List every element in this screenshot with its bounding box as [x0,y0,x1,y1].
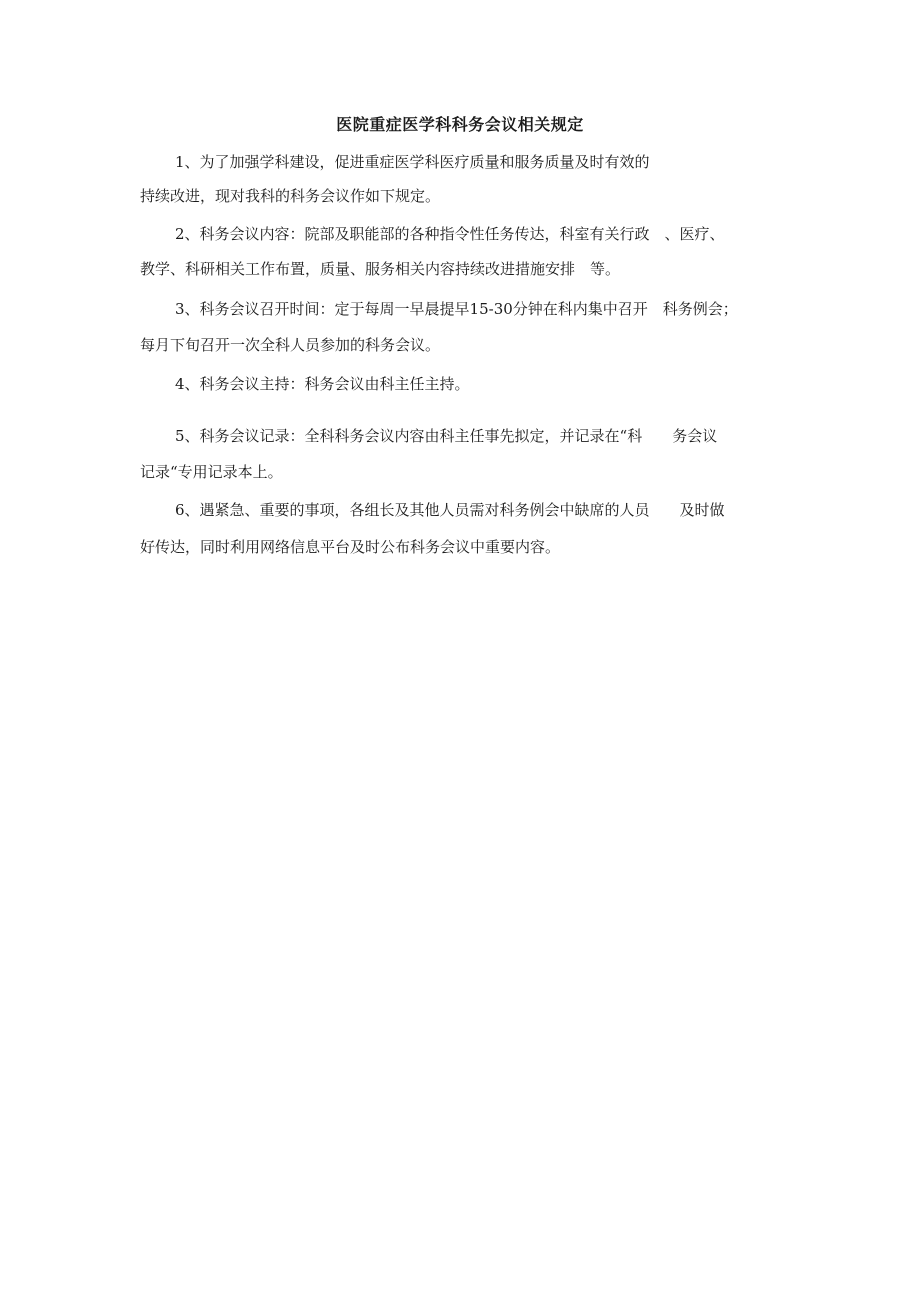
paragraph-6-line-2: 好传达，同时利用网络信息平台及时公布科务会议中重要内容。 [140,538,561,556]
paragraph-3-line-1: 3、科务会议召开时间：定于每周一早晨提早15-30分钟在科内集中召开 科务例会； [175,300,738,318]
paragraph-1-line-2: 持续改进，现对我科的科务会议作如下规定。 [140,187,441,205]
paragraph-2-line-1: 2、科务会议内容：院部及职能部的各种指令性任务传达，科室有关行政 、医疗、 [175,225,725,243]
paragraph-4-line-1: 4、科务会议主持：科务会议由科主任主持。 [175,375,470,393]
paragraph-5-line-1: 5、科务会议记录：全科科务会议内容由科主任事先拟定，并记录在“科 务会议 [175,427,718,445]
paragraph-5-line-2: 记录“专用记录本上。 [140,463,283,481]
document-title: 医院重症医学科科务会议相关规定 [336,115,584,134]
paragraph-2-line-2: 教学、科研相关工作布置，质量、服务相关内容持续改进措施安排 等。 [140,260,621,278]
paragraph-3-line-2: 每月下旬召开一次全科人员参加的科务会议。 [140,336,441,354]
paragraph-6-line-1: 6、遇紧急、重要的事项，各组长及其他人员需对科务例会中缺席的人员 及时做 [175,501,725,519]
paragraph-1-line-1: 1、为了加强学科建设，促进重症医学科医疗质量和服务质量及时有效的 [175,153,650,171]
